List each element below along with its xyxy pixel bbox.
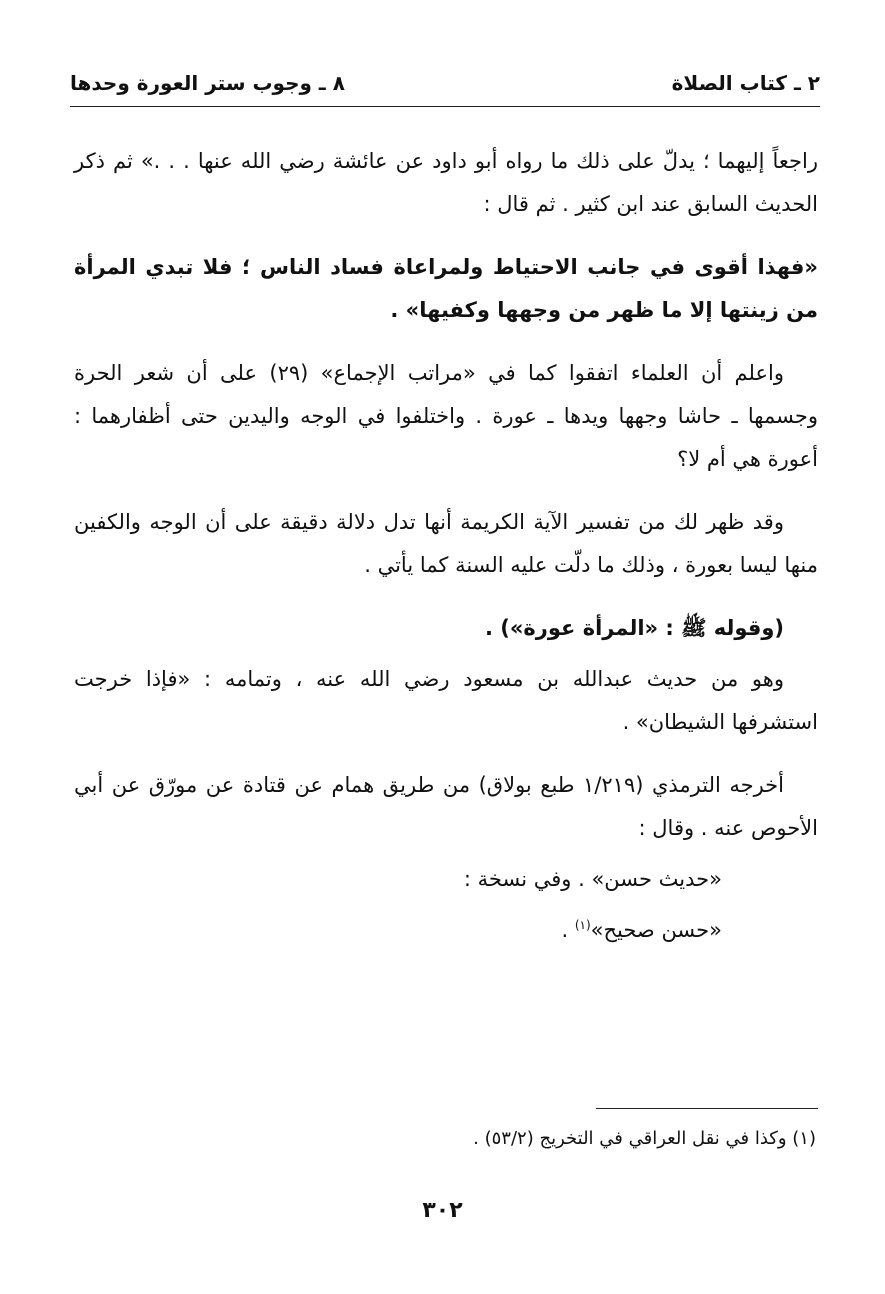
paragraph-3: واعلم أن العلماء اتفقوا كما في «مراتب الإجماع» (٢٩) على أن شعر الحرة وجسمها ـ حاشا وجهها ويدها ـ عورة . واختلفوا في الوجه واليدين حتى أظفارهما : أعورة هي أم لا؟ <box>74 361 818 471</box>
paragraph-6: وهو من حديث عبدالله بن مسعود رضي الله عنه ، وتمامه : «فإذا خرجت استشرفها الشيطان» . <box>74 667 818 734</box>
quote-hasan-sahih: «حسن صحيح» <box>590 918 722 942</box>
footnote-text: (١) وكذا في نقل العراقي في التخريج (٥٣/٢) . <box>473 1128 816 1149</box>
paragraph-4: وقد ظهر لك من تفسير الآية الكريمة أنها تدل دلالة دقيقة على أن الوجه والكفين منها ليسا بعورة ، وذلك ما دلّت عليه السنة كما يأتي . <box>74 510 818 577</box>
paragraph-1: راجعاً إليهما ؛ يدلّ على ذلك ما رواه أبو داود عن عائشة رضي الله عنها . . .» ثم ذكر الحديث السابق عند ابن كثير . ثم قال : <box>74 149 818 216</box>
running-header <box>70 66 820 100</box>
paragraph-8: «حديث حسن» . وفي نسخة : <box>463 867 722 891</box>
sentence-end: . <box>561 918 569 942</box>
footnote-divider <box>596 1108 818 1109</box>
header-section: ٨ ـ وجوب ستر العورة وحدها <box>70 71 345 95</box>
header-chapter: ٢ ـ كتاب الصلاة <box>671 71 820 95</box>
footnote-reference[interactable]: (١) <box>574 918 591 932</box>
paragraph-7: أخرجه الترمذي (١/٢١٩ طبع بولاق) من طريق همام عن قتادة عن مورّق عن أبي الأحوص عنه . وقال : <box>74 773 818 840</box>
main-text <box>74 140 818 960</box>
paragraph-5-hadith: (وقوله ﷺ : «المرأة عورة») . <box>484 616 784 640</box>
paragraph-2-quote: «فهذا أقوى في جانب الاحتياط ولمراعاة فساد الناس ؛ فلا تبدي المرأة من زينتها إلا ما ظهر من وجهها وكفيها» . <box>74 255 818 322</box>
header-divider <box>70 106 820 107</box>
page-number: ٣٠٢ <box>422 1198 463 1223</box>
paragraph-9 <box>74 909 818 952</box>
